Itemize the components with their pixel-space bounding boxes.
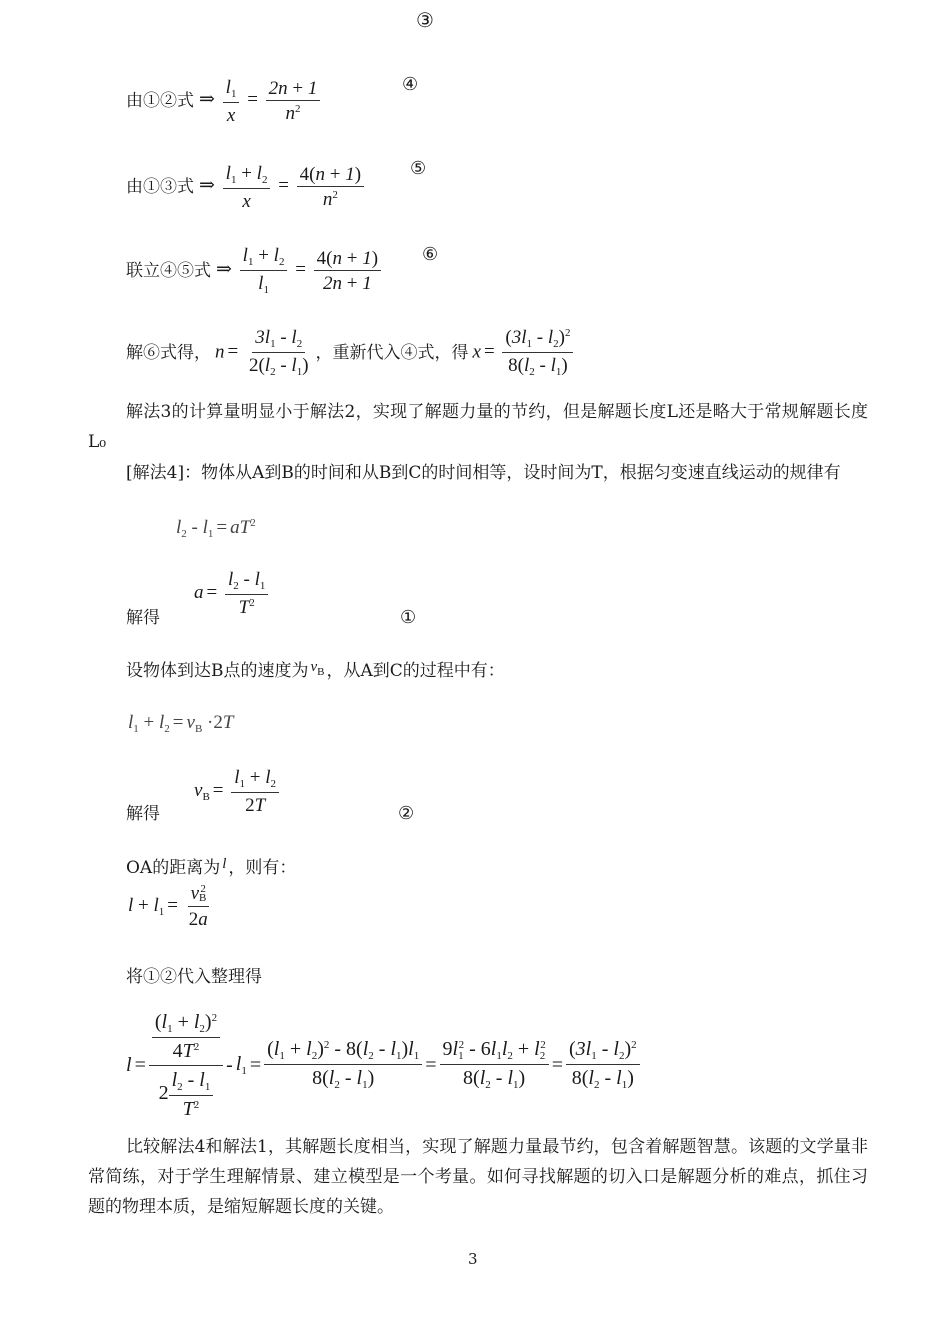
x-formula: x = $\frac{(3l_1 - l_2)^2}{8(l_2 - l_1)}$: [473, 328, 574, 378]
equation-4-mark: ④: [402, 74, 419, 95]
equation-line-6: [126, 240, 381, 302]
equation-total-distance: $l_1 + l_2 = v_B \cdot 2T$: [128, 712, 234, 735]
equation-5-formula: ⇒ $\frac{l_1 + l_2}{x}$ = $\frac{4(n + 1)}{n^2}$: [196, 164, 364, 211]
paragraph-method3-comment: 解法3的计算量明显小于解法2，实现了解题力量的节约，但是解题长度L还是略大于常规解题长度L₀: [88, 402, 868, 452]
solve-label-2: 解得: [126, 804, 160, 824]
vb-symbol: $v_B$: [310, 659, 325, 678]
header-circle-mark: ③: [416, 8, 434, 32]
n-formula: n = $\frac{3l_1 - l_2}{2(l_2 - l_1)}$: [215, 327, 309, 378]
paragraph-conclusion: 比较解法4和解法1，其解题长度相当，实现了解题力量最节约，包含着解题智慧。该题的文学量非常简练，对于学生理解情景、建立模型是一个考量。如何寻找解题的切入口是解题分析的难点，抓住习题的物理本质，是缩短解题长度的关键。: [88, 1137, 868, 1217]
solution-text-b: ，重新代入④式，得: [315, 342, 469, 363]
final-equation: l = $\frac{(l_1 + l_2)^2}{4T^2}$ 2 $\frac{l_2 - l_1}{T^2}$ - $l_1$ = $\frac{(l_1 + l_2)^2 - 8(l_2 - l_1)l_1}{8(l_2 - l_1)}$ = $\frac{9l_1^2 - 6l_1l_2 + l_2^2}{8(l_2 - l_1)}$ = $\frac{(3l_1 - l_2)^2}{8(l_2 - l_1)}$: [126, 1005, 640, 1125]
oa-text-b: ，则有：: [228, 858, 297, 878]
solution-text-a: 解⑥式得，: [126, 342, 211, 363]
equation-line-4: [126, 70, 320, 132]
solution-line-n-x: [126, 322, 573, 384]
equation-6-mark: ⑥: [422, 244, 439, 265]
equation-a-mark: ①: [400, 607, 417, 628]
substitute-text: 将①②代入整理得: [126, 967, 262, 987]
equation-5-prefix: 由①③式: [126, 176, 194, 197]
equation-4-prefix: 由①②式: [126, 90, 194, 111]
velocity-setup-line: [126, 660, 505, 683]
velocity-setup-text-b: ，从A到C的过程中有：: [326, 661, 505, 681]
solve-label-1: 解得: [126, 608, 160, 628]
equation-a: a = $\frac{l_2 - l_1}{T^2}$: [194, 570, 268, 617]
oa-text-a: OA的距离为: [126, 858, 221, 878]
velocity-setup-text-a: 设物体到达B点的速度为: [126, 661, 309, 681]
equation-vb: $v_B$ = $\frac{l_1 + l_2}{2T}$: [194, 768, 279, 815]
equation-delta-x: $l_2 - l_1 = aT^2$: [176, 517, 256, 540]
equation-vb-mark: ②: [398, 803, 415, 824]
page-number: 3: [468, 1250, 478, 1268]
equation-4-formula: ⇒ $\frac{l_1}{x}$ = $\frac{2n + 1}{n^2}$: [196, 78, 320, 125]
equation-oa: $l + l_1$ = $\frac{v_B^2}{2a}$: [128, 883, 208, 930]
equation-6-formula: ⇒ $\frac{l_1 + l_2}{l_1}$ = $\frac{4(n + 1)}{2n + 1}$: [213, 246, 381, 296]
oa-distance-line: [126, 857, 296, 879]
equation-5-mark: ⑤: [410, 158, 427, 179]
equation-line-5: [126, 156, 364, 218]
l-symbol: l: [222, 856, 227, 872]
paragraph-method4-intro: [解法4]：物体从A到B的时间和从B到C的时间相等，设时间为T，根据匀变速直线运动的规律有: [126, 463, 841, 483]
equation-6-prefix: 联立④⑤式: [126, 260, 211, 281]
